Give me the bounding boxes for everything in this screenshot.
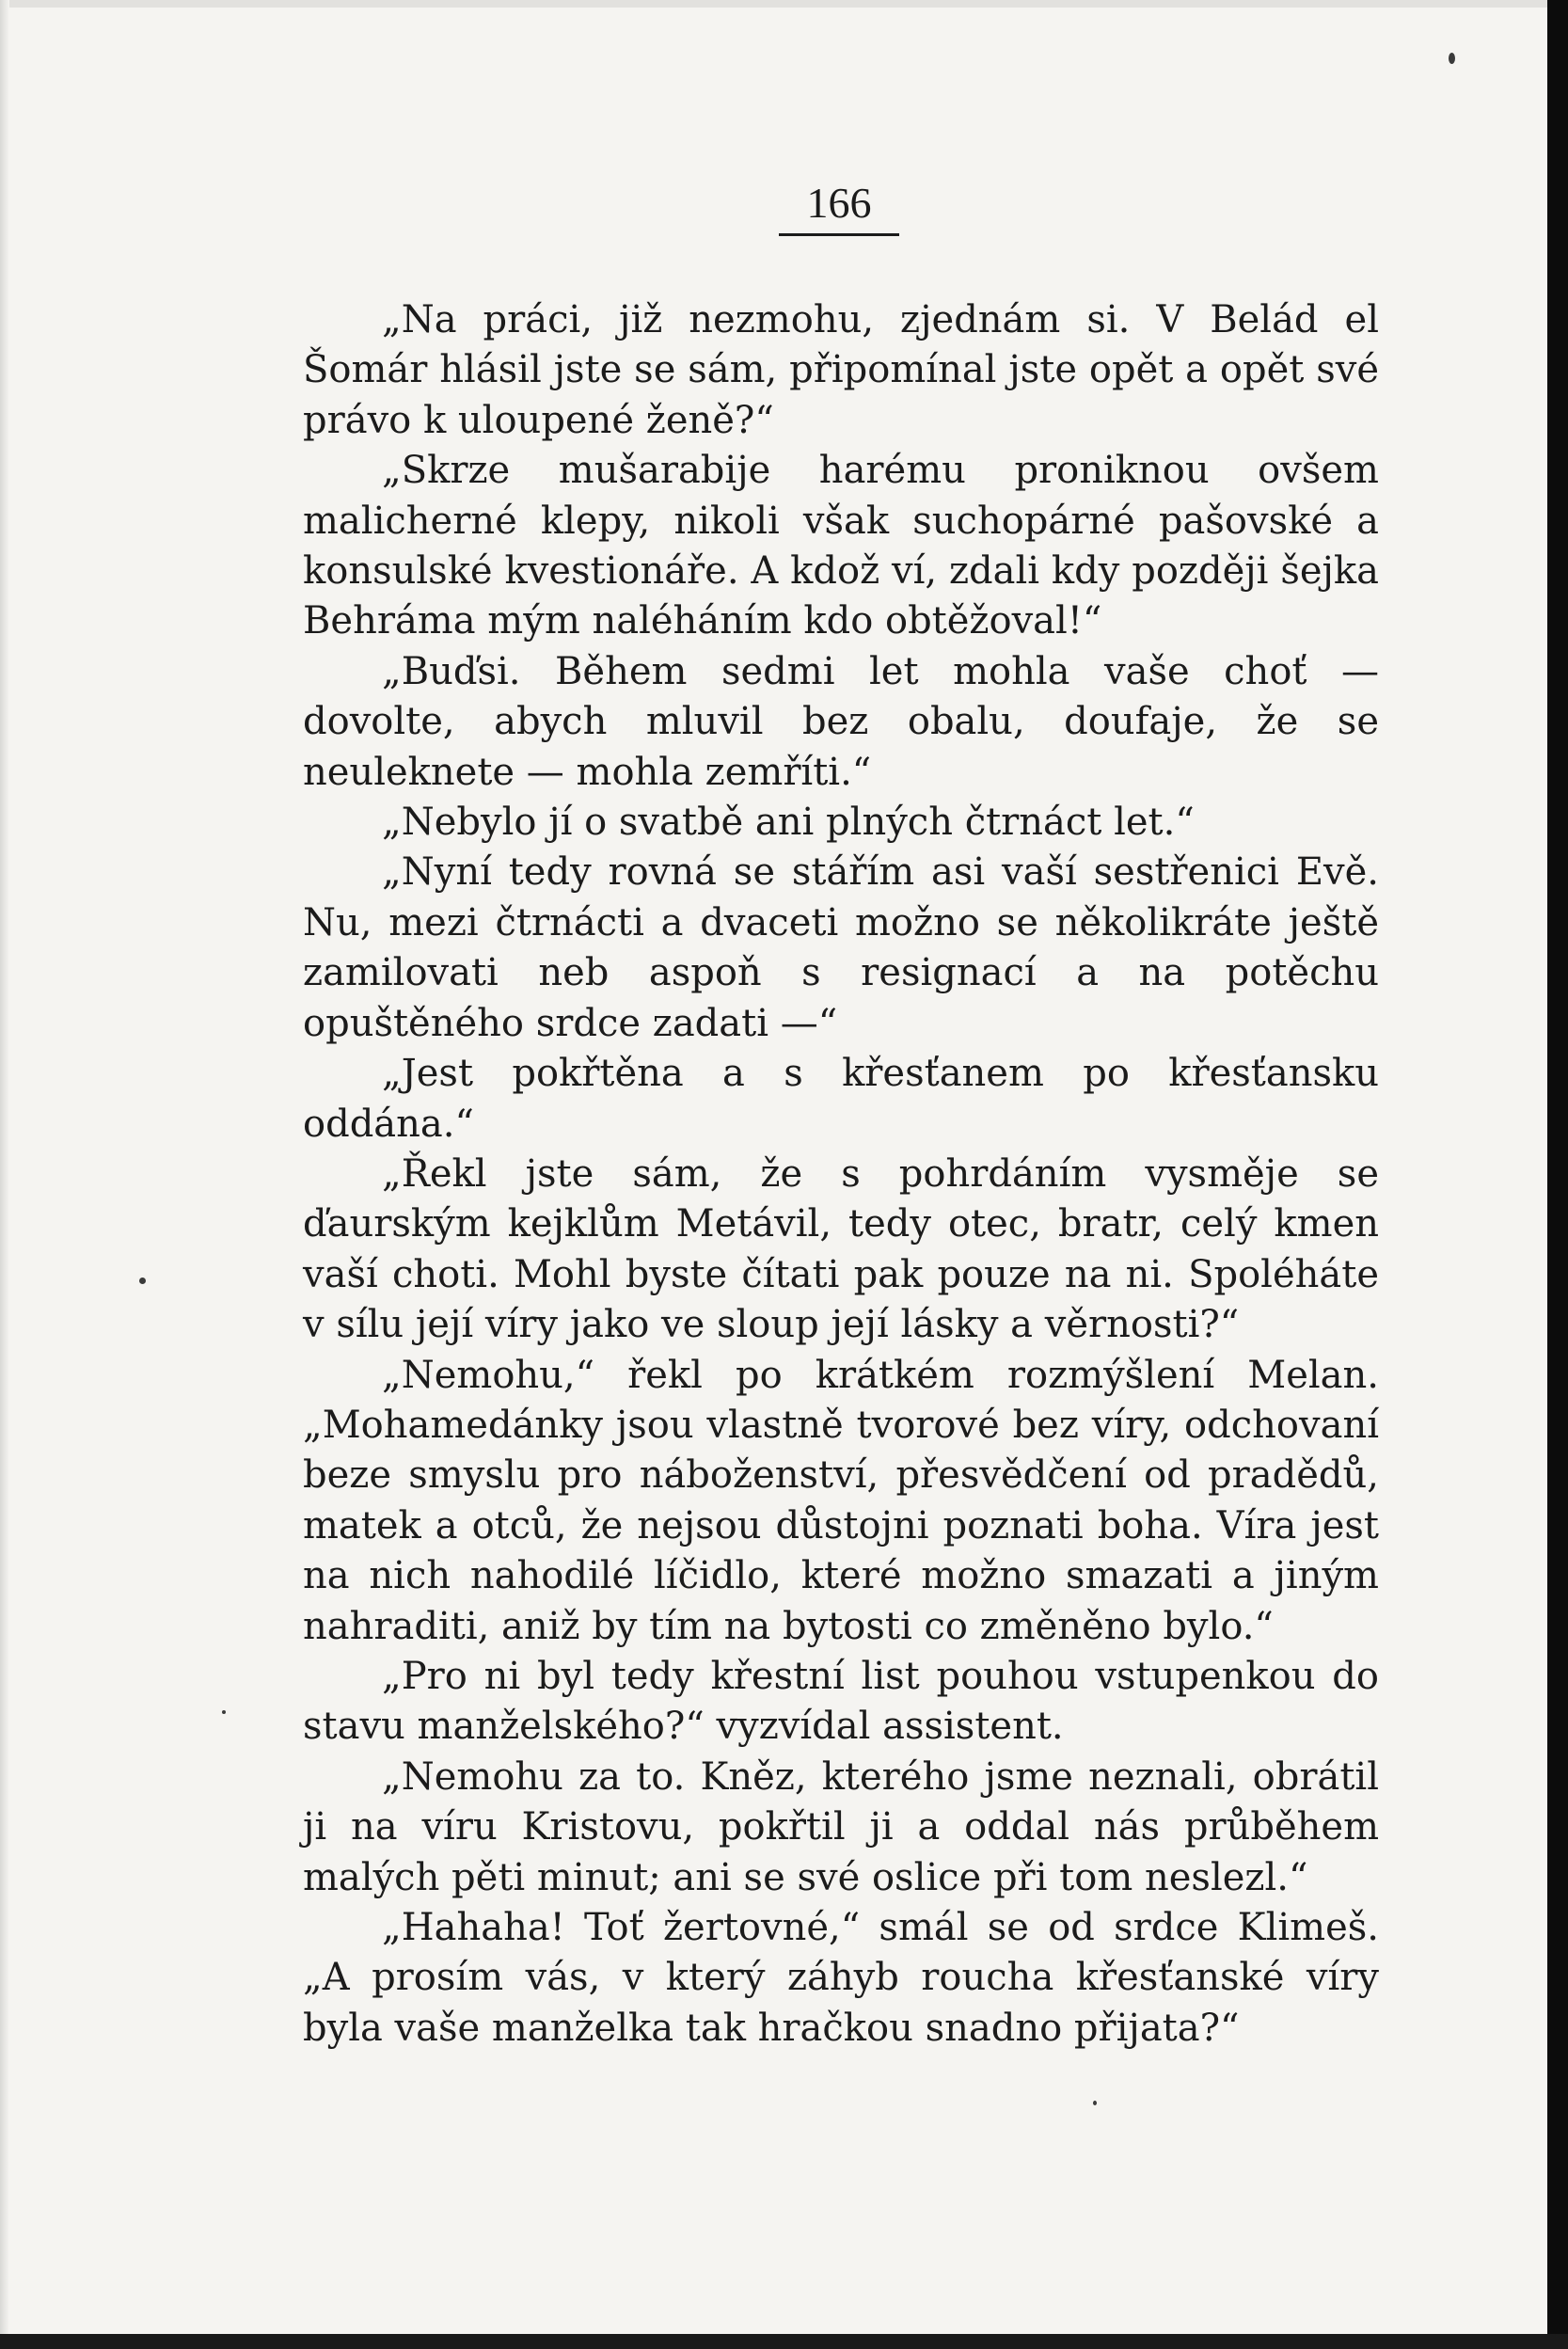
scan-edge-top	[0, 0, 1568, 8]
paragraph: „Řekl jste sám, že s pohrdáním vysměje se ďaurským kejklům Metávil, tedy otec, bratr, celý kmen vaší choti. Mohl byste čítati pak pouze na ni. Spoléháte v sílu její víry jako ve sloup její lásky a věrnosti?“	[303, 1151, 1379, 1347]
paragraph: „Hahaha! Toť žertovné,“ smál se od srdce Klimeš. „A prosím vás, v který záhyb roucha křesťanské víry byla vaše manželka tak hračkou snadno přijata?“	[303, 1906, 1379, 2050]
scan-speck	[1449, 53, 1455, 64]
paragraph: „Skrze mušarabije harému proniknou ovšem malicherné klepy, nikoli však suchopárné pašovské a konsulské kvestionáře. A kdož ví, zdali kdy později šejka Behráma mým naléháním kdo obtěžoval!“	[303, 449, 1379, 643]
paragraph: „Na práci, již nezmohu, zjednám si. V Belád el Šomár hlásil jste se sám, připomínal jste opět a opět své právo k uloupené ženě?“	[303, 298, 1379, 442]
page-number: 166	[779, 177, 899, 236]
paragraph: „Pro ni byl tedy křestní list pouhou vstupenkou do stavu manželského?“ vyzvídal assistent.	[303, 1654, 1379, 1749]
paragraph: „Buďsi. Během sedmi let mohla vaše choť — dovolte, abych mluvil bez obalu, doufaje, že se neuleknete — mohla zemříti.“	[303, 649, 1379, 794]
paragraph: „Nemohu za to. Kněz, kterého jsme neznali, obrátil ji na víru Kristovu, pokřtil ji a oddal nás průběhem malých pěti minut; ani se své oslice při tom neslezl.“	[303, 1754, 1379, 1899]
scan-edge-left	[0, 0, 9, 2349]
paragraph: „Nemohu,“ řekl po krátkém rozmýšlení Melan. „Mohamedánky jsou vlastně tvorové bez víry, odchovaní beze smyslu pro náboženství, přesvědčení od pradědů, matek a otců, že nejsou důstojni poznati boha. Víra jest na nich nahodilé líčidlo, které možno smazati a jiným nahraditi, aniž by tím na bytosti co změněno bylo.“	[303, 1353, 1379, 1648]
scan-edge-bottom	[0, 2334, 1568, 2349]
scan-edge-right	[1547, 0, 1568, 2349]
scan-speck	[222, 1710, 226, 1714]
scan-speck	[1093, 2101, 1097, 2105]
body-text	[303, 295, 1379, 2054]
scan-speck	[139, 1278, 146, 1284]
paragraph: „Nebylo jí o svatbě ani plných čtrnáct let.“	[382, 801, 1195, 845]
paragraph: „Jest pokřtěna a s křesťanem po křesťansku oddána.“	[303, 1052, 1379, 1146]
paragraph: „Nyní tedy rovná se stářím asi vaší sestřenici Evě. Nu, mezi čtrnácti a dvaceti možno se několikráte ještě zamilovati neb aspoň s resignací a na potěchu opuštěného srdce zadati —“	[303, 850, 1379, 1045]
